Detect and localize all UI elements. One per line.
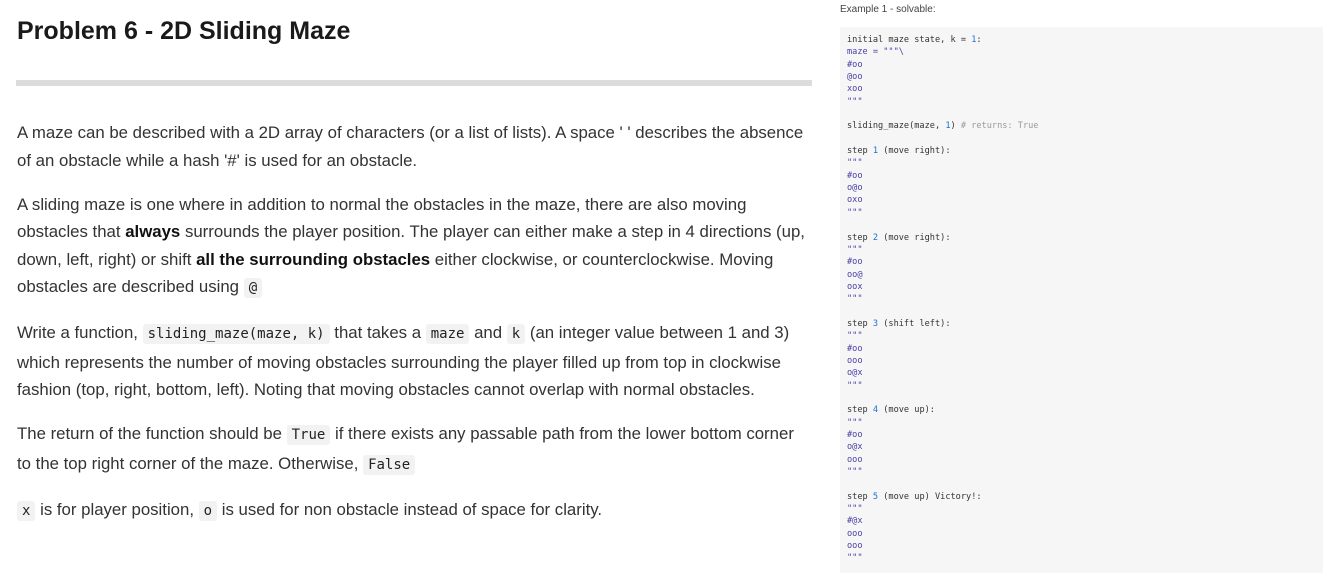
paragraph-legend (17, 496, 812, 526)
code-comment: # returns: True (960, 121, 1039, 132)
inline-code: x (17, 501, 35, 521)
step-description: (shift left): (878, 318, 951, 329)
text: The return of the function should be (17, 424, 287, 443)
text: that takes a (329, 323, 426, 342)
page-title: Problem 6 - 2D Sliding Maze (17, 17, 351, 45)
title-divider (16, 80, 812, 86)
inline-code: k (507, 324, 525, 344)
step-word: step (847, 318, 873, 329)
step-word: step (847, 146, 873, 157)
paragraph-sliding-maze (17, 191, 812, 303)
example-label: Example 1 - solvable: (840, 4, 936, 15)
text: (an integer value between 1 and 3) which represents the number of moving obstacles surrounding the player filled up from top in clockwise fashion (top, right, bottom, left). Noting that moving obstacles cannot overlap with normal obstacles. (17, 323, 790, 399)
text: Write a function, (17, 323, 143, 342)
text: either clockwise, or counterclockwise. Moving obstacles are described using (17, 249, 774, 296)
text: is used for non obstacle instead of space for clarity. (217, 499, 603, 519)
text: is for player position, (35, 499, 199, 519)
problem-description (17, 119, 812, 542)
step-number: 1 (872, 146, 879, 157)
inline-code: maze (426, 324, 470, 344)
step-number: 3 (872, 318, 879, 329)
code-text: ) (950, 121, 961, 132)
step-description: (move right): (878, 232, 951, 243)
step-word: step (847, 405, 873, 416)
maze-grid: """ #oo o@o oxo """ (847, 158, 863, 218)
step-description: (move right): (878, 146, 951, 157)
text: and (469, 323, 507, 342)
inline-code: @ (244, 278, 262, 298)
code-line: sliding_maze(maze, (847, 121, 946, 132)
step-word: step (847, 491, 873, 502)
step-description: (move up) Victory!: (878, 491, 982, 502)
code-line: maze = """\ (847, 47, 904, 58)
paragraph-function (17, 319, 812, 404)
maze-grid: #oo @oo xoo """ (847, 59, 863, 107)
maze-grid: """ #oo o@x ooo """ (847, 417, 863, 478)
inline-code: True (287, 425, 331, 445)
code-text (847, 34, 1038, 565)
bold-text: all the surrounding obstacles (196, 249, 431, 269)
code-number: 1 (945, 121, 951, 132)
step-description: (move up): (878, 405, 935, 416)
step-word: step (847, 232, 873, 243)
paragraph-return (17, 420, 812, 479)
text: surrounds the player position. The player can either make a step in 4 directions (up, down, left, right) or shift (17, 222, 805, 269)
step-number: 4 (872, 405, 879, 416)
step-number: 2 (872, 232, 879, 243)
text: A sliding maze is one where in addition to normal the obstacles in the maze, there are also moving obstacles that (17, 194, 747, 241)
paragraph-maze-definition (17, 119, 812, 174)
bold-text: always (125, 222, 181, 241)
inline-code: sliding_maze(maze, k) (143, 324, 330, 344)
text: A maze can be described with a 2D array of characters (or a list of lists). A space ' ' describes the absence of an obstacle while a hash '#' is used for an obstacle. (17, 123, 804, 170)
maze-grid: """ #oo ooo o@x """ (847, 331, 863, 391)
code-line: initial maze state, k = (847, 35, 972, 45)
inline-code: False (363, 455, 415, 475)
code-block (840, 27, 1323, 573)
text: if there exists any passable path from the lower bottom corner to the top right corner of the maze. Otherwise, (17, 424, 794, 473)
code-text: : (976, 35, 982, 45)
step-number: 5 (872, 491, 879, 502)
code-number: 1 (971, 35, 977, 45)
maze-grid: """ #@x ooo ooo """ (847, 504, 863, 564)
inline-code: o (199, 501, 217, 521)
maze-grid: """ #oo oo@ oox """ (847, 244, 863, 305)
